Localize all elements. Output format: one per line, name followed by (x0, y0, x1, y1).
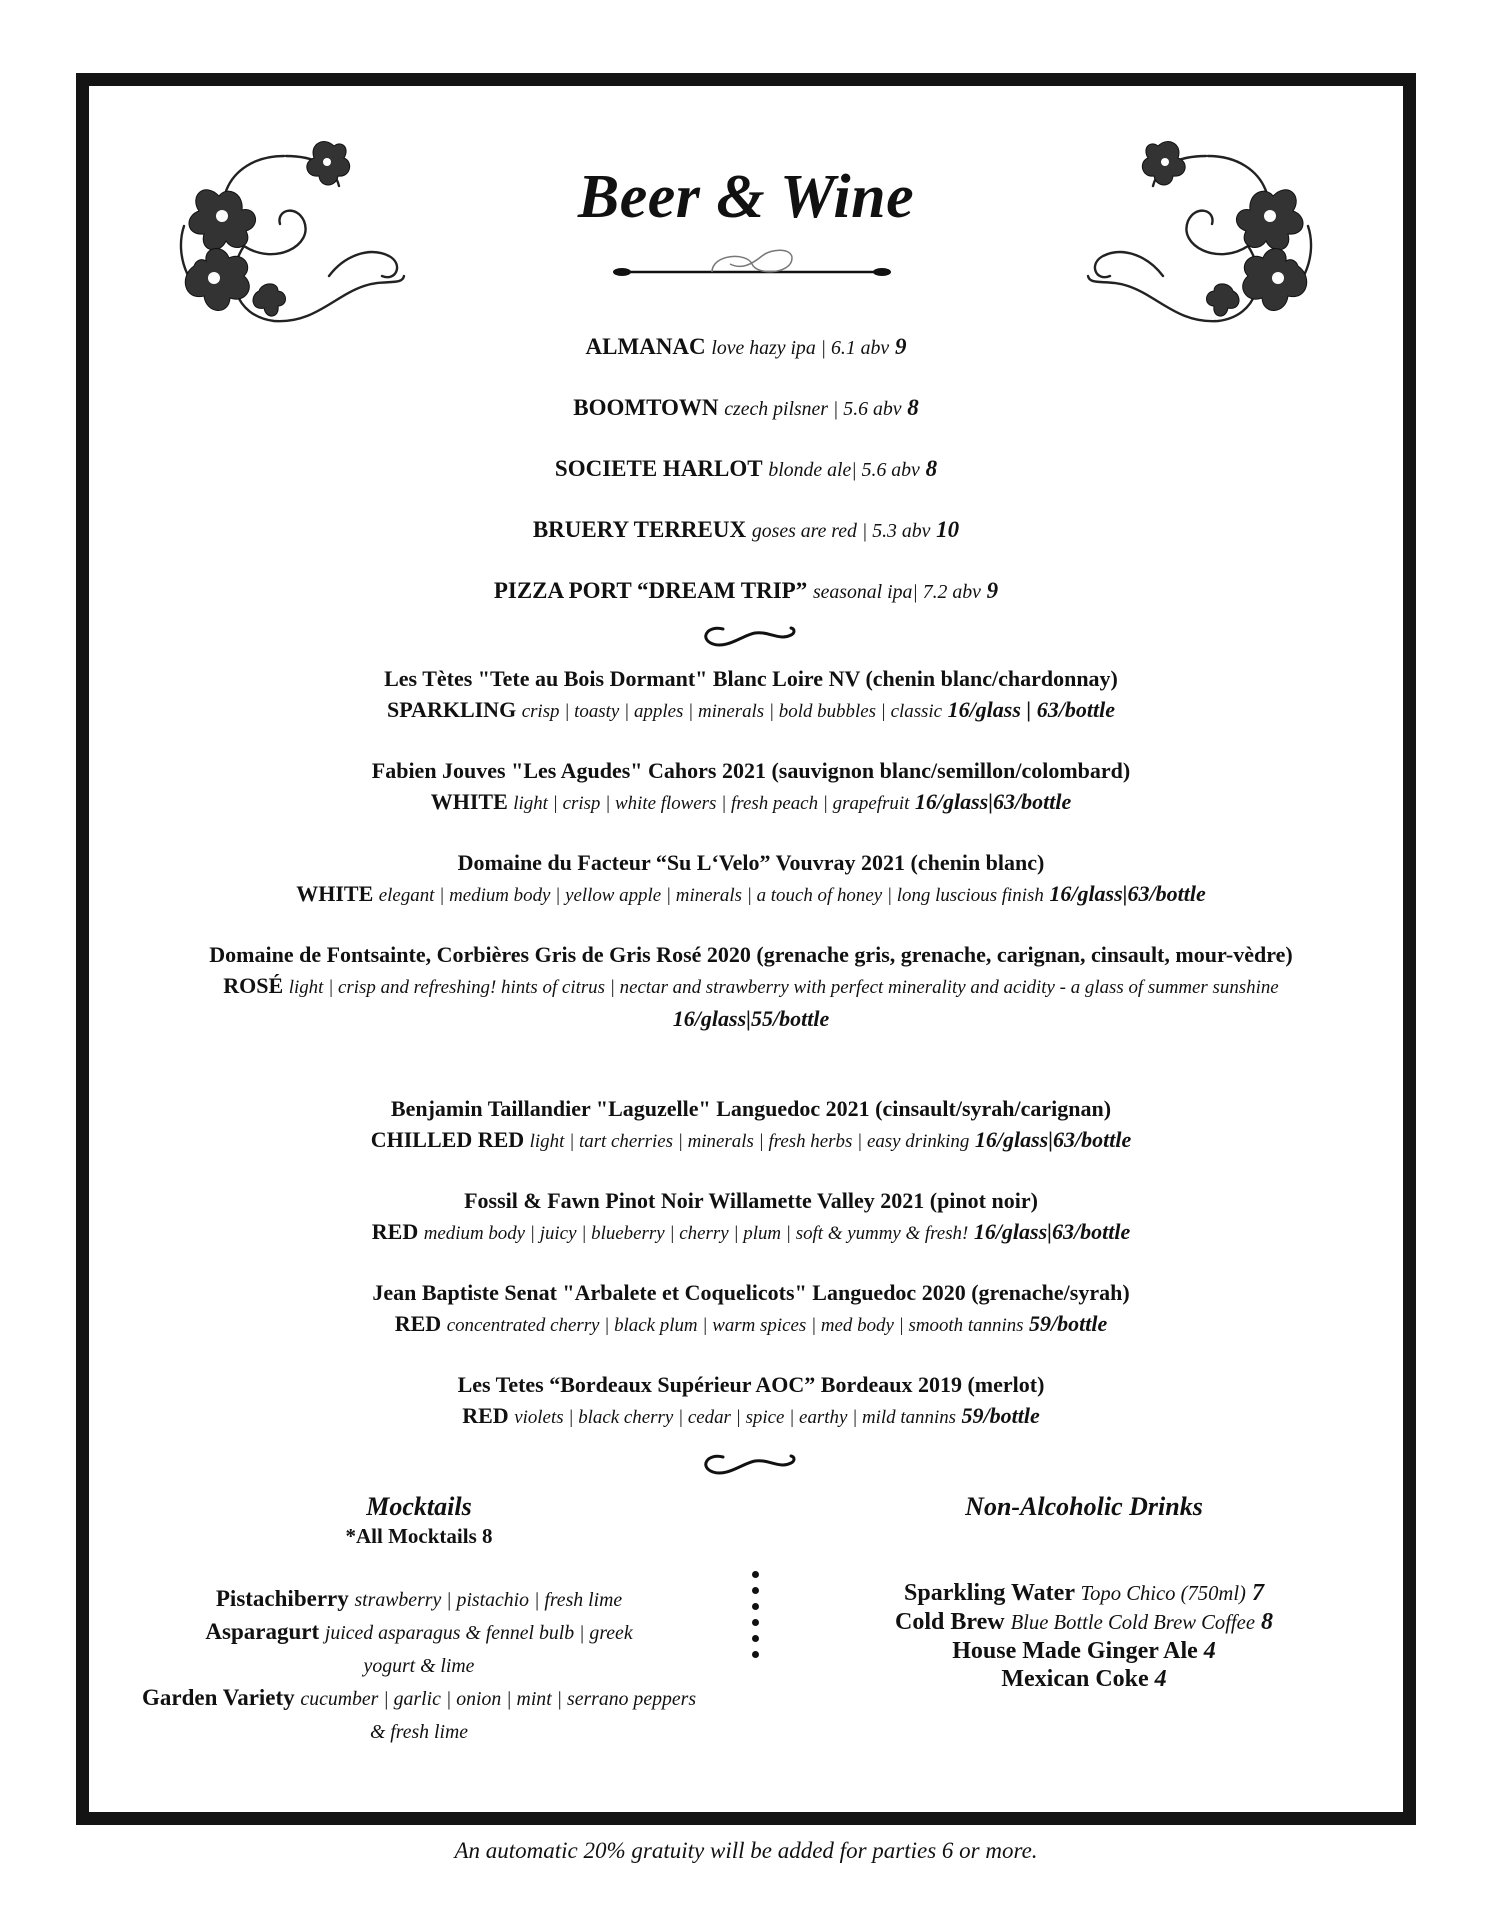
wine-item (129, 847, 1373, 911)
list-item (849, 1637, 1319, 1665)
wine-style: WHITE (296, 881, 374, 906)
list-item (139, 1616, 699, 1682)
mocktail-desc: strawberry | pistachio | fresh lime (354, 1589, 623, 1611)
drink-name: Cold Brew (895, 1609, 1005, 1635)
mocktail-name: Pistachiberry (215, 1586, 349, 1611)
wine-price: 16/glass|63/bottle (1049, 881, 1206, 906)
wine-title: Fossil & Fawn Pinot Noir Willamette Valley 2021 (pinot noir) (464, 1188, 1038, 1213)
wine-style: ROSÉ (223, 973, 284, 998)
ornament-right (1083, 126, 1328, 341)
wine-title: Domaine de Fontsainte, Corbières Gris de Gris Rosé 2020 (grenache gris, grenache, carignan, cinsault, mour-vèdre) (209, 942, 1293, 967)
wine-price: 16/glass|63/bottle (974, 1127, 1132, 1152)
drink-name: Mexican Coke (1001, 1666, 1149, 1692)
list-item (139, 1682, 699, 1748)
beer-name: ALMANAC (585, 334, 706, 359)
wine-price: 16/glass|63/bottle (914, 789, 1072, 814)
beer-item (89, 394, 1403, 423)
wine-notes: light | crisp and refreshing! hints of citrus | nectar and strawberry with perfect minerality and acidity - a glass of summer sunshine (288, 977, 1279, 998)
wine-notes: elegant | medium body | yellow apple | minerals | a touch of honey | long luscious finish (378, 885, 1044, 906)
beer-desc: seasonal ipa| 7.2 abv (812, 581, 981, 603)
beer-name: PIZZA PORT “DREAM TRIP” (493, 578, 808, 603)
wine-item (129, 663, 1373, 727)
wine-title: Les Tètes "Tete au Bois Dormant" Blanc Loire NV (chenin blanc/chardonnay) (384, 666, 1118, 691)
mocktails-heading: Mocktails (366, 1492, 472, 1521)
wine-price: 16/glass|63/bottle (973, 1219, 1131, 1244)
beer-name: BOOMTOWN (573, 395, 719, 420)
wine-price: 59/bottle (1029, 1311, 1108, 1336)
non-alcoholic-section (849, 1491, 1319, 1693)
beer-desc: goses are red | 5.3 abv (751, 520, 931, 542)
list-item (849, 1608, 1319, 1637)
wine-item (129, 1093, 1373, 1157)
beer-price: 9 (986, 578, 999, 603)
beer-item (89, 333, 1403, 362)
wine-notes: light | tart cherries | minerals | fresh herbs | easy drinking (529, 1131, 970, 1152)
beer-price: 9 (894, 334, 907, 359)
drink-price: 4 (1154, 1666, 1167, 1692)
mocktail-name: Garden Variety (141, 1685, 295, 1710)
drink-desc: Blue Bottle Cold Brew Coffee (1010, 1612, 1255, 1634)
beer-desc: blonde ale| 5.6 abv (768, 459, 920, 481)
wine-style: SPARKLING (387, 697, 517, 722)
beer-name: SOCIETE HARLOT (554, 456, 763, 481)
drink-price: 4 (1203, 1638, 1216, 1664)
wine-item (129, 1277, 1373, 1341)
mocktail-desc: cucumber | garlic | onion | mint | serrano peppers & fresh lime (300, 1688, 697, 1743)
page-title: Beer & Wine (577, 163, 915, 231)
beer-name: BRUERY TERREUX (532, 517, 747, 542)
beer-desc: love hazy ipa | 6.1 abv (711, 337, 890, 359)
wine-notes: violets | black cherry | cedar | spice | earthy | mild tannins (514, 1407, 957, 1428)
wine-price: 16/glass | 63/bottle (947, 697, 1115, 722)
list-item (849, 1579, 1319, 1608)
drink-price: 7 (1251, 1580, 1264, 1606)
beer-price: 10 (936, 517, 960, 542)
wine-price: 59/bottle (961, 1403, 1040, 1428)
beer-item (89, 455, 1403, 484)
mocktail-name: Asparagurt (205, 1619, 320, 1644)
wine-item (129, 1185, 1373, 1249)
column-divider-dots (750, 1571, 762, 1667)
wine-price: 16/glass|55/bottle (672, 1006, 830, 1031)
drink-price: 8 (1260, 1609, 1273, 1635)
drink-desc: Topo Chico (750ml) (1080, 1583, 1246, 1605)
wine-item (129, 755, 1373, 819)
wine-title: Fabien Jouves "Les Agudes" Cahors 2021 (sauvignon blanc/semillon/colombard) (371, 758, 1131, 783)
beer-desc: czech pilsner | 5.6 abv (724, 398, 902, 420)
mocktails-note: *All Mocktails 8 (345, 1524, 493, 1548)
wine-style: RED (371, 1219, 419, 1244)
beer-price: 8 (925, 456, 938, 481)
beer-item (89, 577, 1403, 606)
wine-style: CHILLED RED (370, 1127, 525, 1152)
beer-item (89, 516, 1403, 545)
ornament-left (164, 126, 409, 341)
gratuity-note: An automatic 20% gratuity will be added for parties 6 or more. (454, 1838, 1038, 1863)
wine-title: Benjamin Taillandier "Laguzelle" Languedoc 2021 (cinsault/syrah/carignan) (390, 1096, 1112, 1121)
mocktail-desc: juiced asparagus & fennel bulb | greek yogurt & lime (324, 1622, 633, 1677)
list-item (849, 1665, 1319, 1693)
title-divider-ornament (612, 234, 892, 284)
section-divider-swash (695, 621, 799, 651)
wine-notes: concentrated cherry | black plum | warm spices | med body | smooth tannins (446, 1315, 1024, 1336)
wine-item (129, 1369, 1373, 1433)
wine-style: RED (462, 1403, 509, 1428)
wine-notes: light | crisp | white flowers | fresh peach | grapefruit (513, 793, 910, 814)
drink-name: House Made Ginger Ale (952, 1638, 1198, 1664)
wine-item (159, 939, 1343, 1034)
menu-frame (76, 73, 1416, 1863)
drink-name: Sparkling Water (904, 1580, 1075, 1606)
wine-style: RED (394, 1311, 442, 1336)
non-alcoholic-heading: Non-Alcoholic Drinks (965, 1492, 1203, 1521)
mocktails-section (139, 1491, 699, 1748)
section-divider-swash (695, 1449, 799, 1479)
list-item (139, 1583, 699, 1616)
wine-style: WHITE (430, 789, 508, 814)
beer-price: 8 (907, 395, 919, 420)
wine-notes: crisp | toasty | apples | minerals | bold bubbles | classic (521, 701, 943, 722)
wine-title: Domaine du Facteur “Su L‘Velo” Vouvray 2021 (chenin blanc) (457, 850, 1045, 875)
wine-title: Les Tetes “Bordeaux Supérieur AOC” Bordeaux 2019 (merlot) (457, 1372, 1045, 1397)
wine-title: Jean Baptiste Senat "Arbalete et Coquelicots" Languedoc 2020 (grenache/syrah) (372, 1280, 1130, 1305)
wine-notes: medium body | juicy | blueberry | cherry | plum | soft & yummy & fresh! (423, 1223, 969, 1244)
